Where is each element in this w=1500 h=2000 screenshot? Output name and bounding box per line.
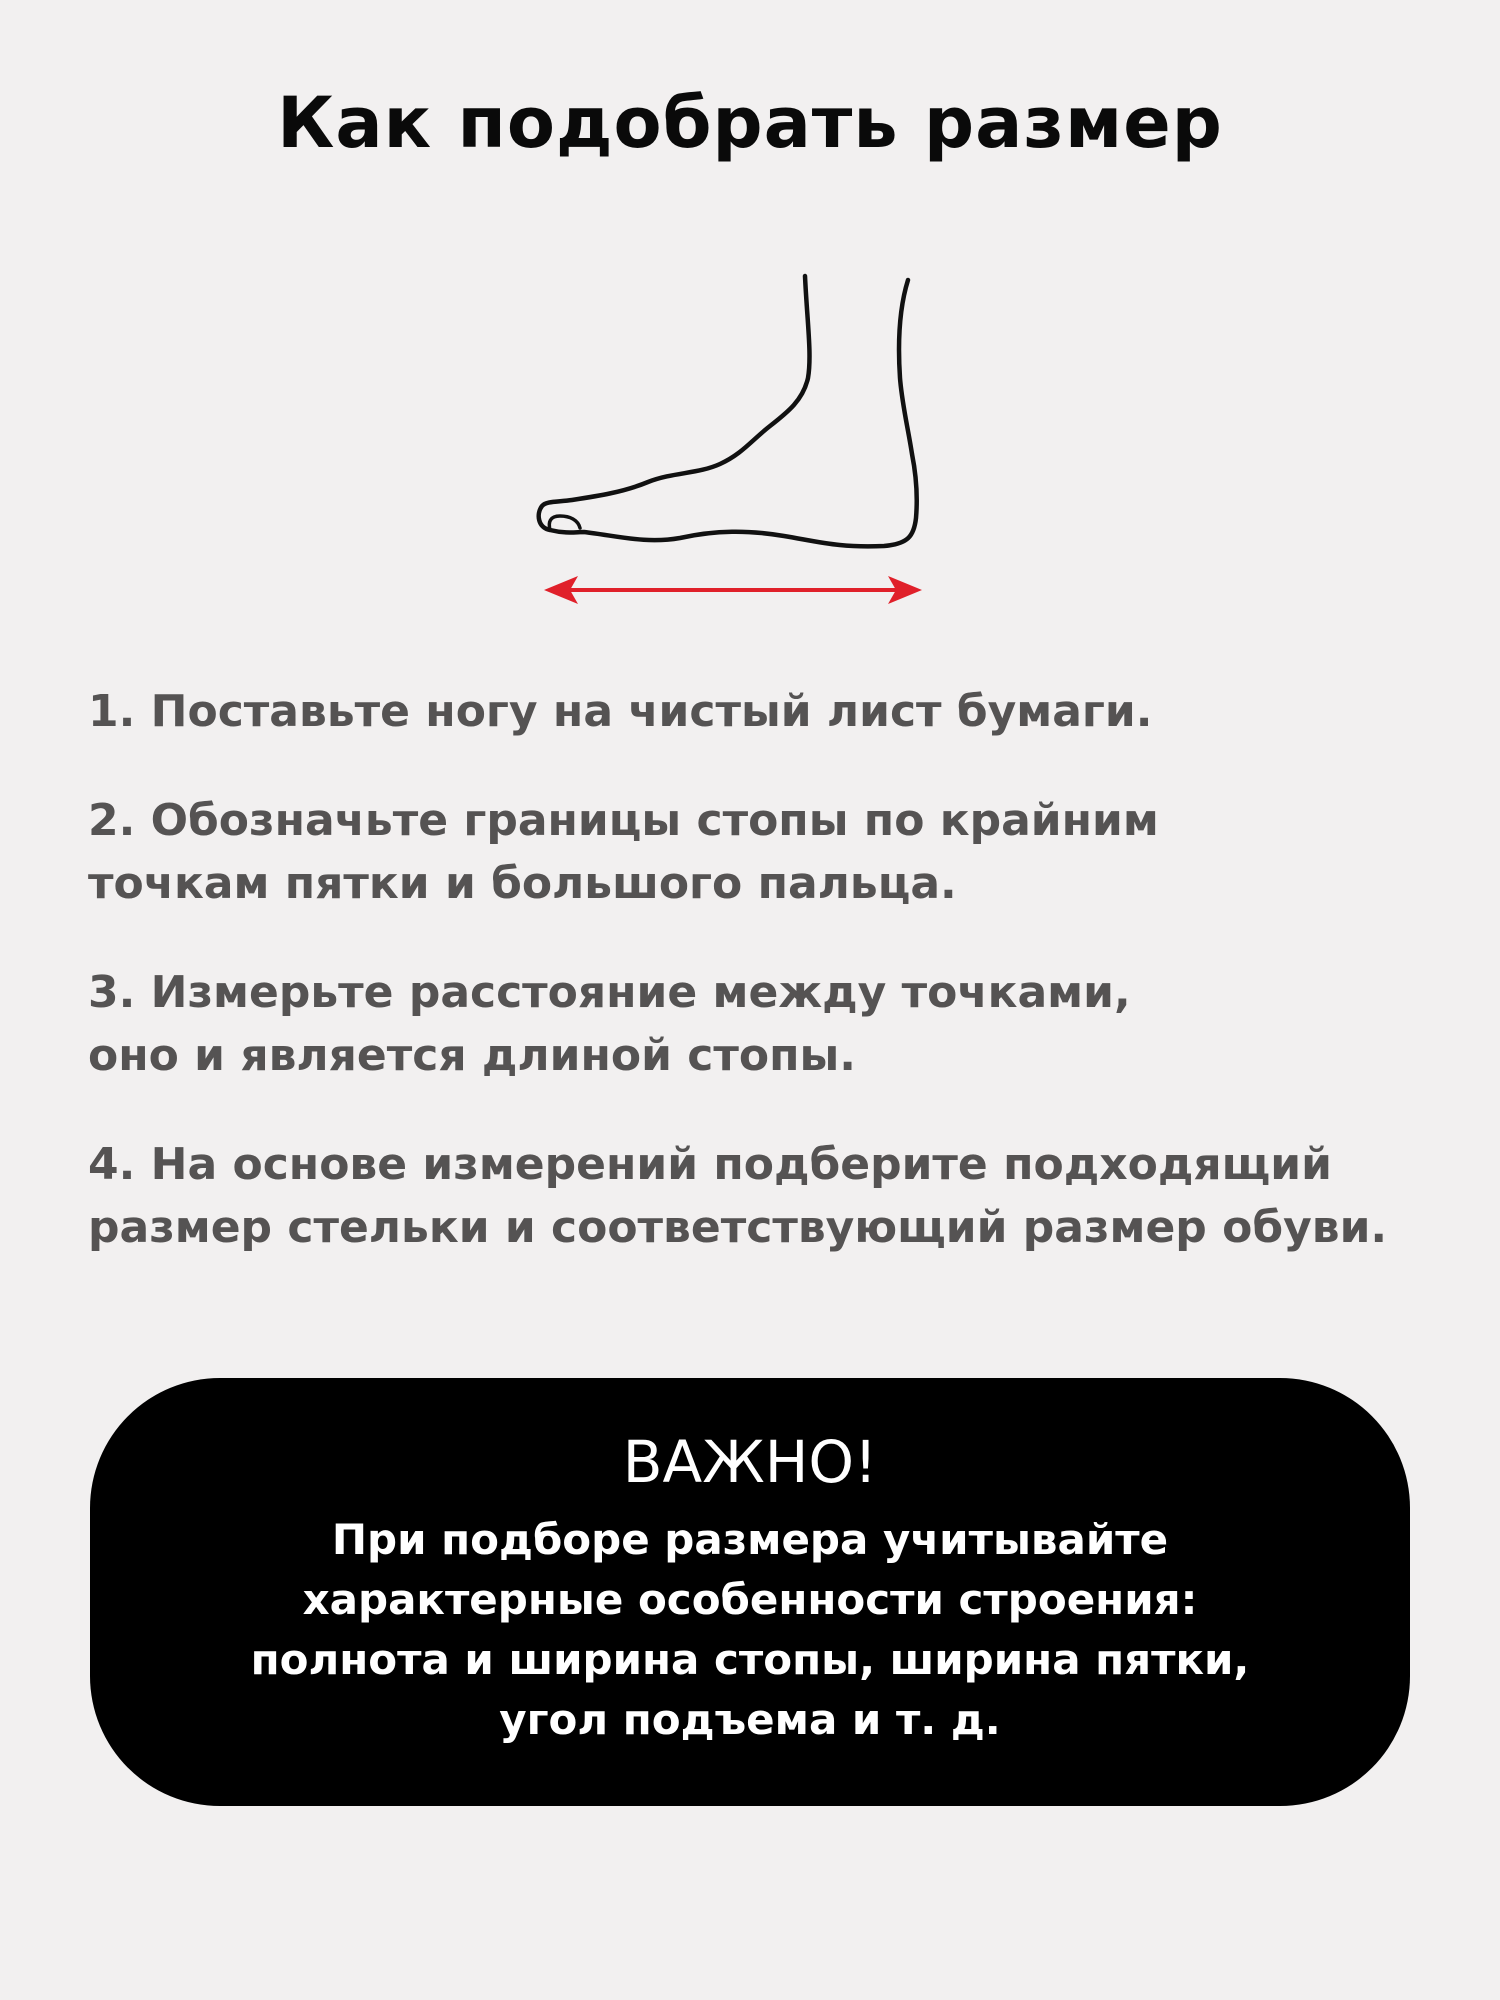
important-line-4: угол подъема и т. д. bbox=[499, 1695, 1001, 1744]
step-4-line-2: размер стельки и соответствующий размер обуви. bbox=[88, 1202, 1388, 1253]
important-line-2: характерные особенности строения: bbox=[302, 1575, 1198, 1624]
step-2-line-2: точкам пятки и большого пальца. bbox=[88, 858, 957, 909]
step-3-line-1: 3. Измерьте расстояние между точками, bbox=[88, 967, 1131, 1018]
important-line-1: При подборе размера учитывайте bbox=[331, 1515, 1169, 1564]
step-3 bbox=[88, 961, 1468, 1087]
step-4 bbox=[88, 1133, 1468, 1259]
important-heading: ВАЖНО! bbox=[622, 1428, 878, 1496]
step-3-line-2: оно и является длиной стопы. bbox=[88, 1030, 856, 1081]
foot-illustration bbox=[520, 260, 980, 620]
page-title: Как подобрать размер bbox=[277, 82, 1223, 164]
double-arrow-icon bbox=[544, 576, 922, 604]
step-2 bbox=[88, 789, 1468, 915]
foot-icon bbox=[539, 276, 917, 546]
step-1-line-1: 1. Поставьте ногу на чистый лист бумаги. bbox=[88, 686, 1153, 737]
important-text bbox=[90, 1510, 1410, 1750]
important-notice bbox=[90, 1378, 1410, 1806]
step-4-line-1: 4. На основе измерений подберите подходящий bbox=[88, 1139, 1332, 1190]
instruction-steps bbox=[88, 680, 1468, 1305]
step-2-line-1: 2. Обозначьте границы стопы по крайним bbox=[88, 795, 1159, 846]
important-line-3: полнота и ширина стопы, ширина пятки, bbox=[250, 1635, 1250, 1684]
step-1 bbox=[88, 680, 1468, 743]
